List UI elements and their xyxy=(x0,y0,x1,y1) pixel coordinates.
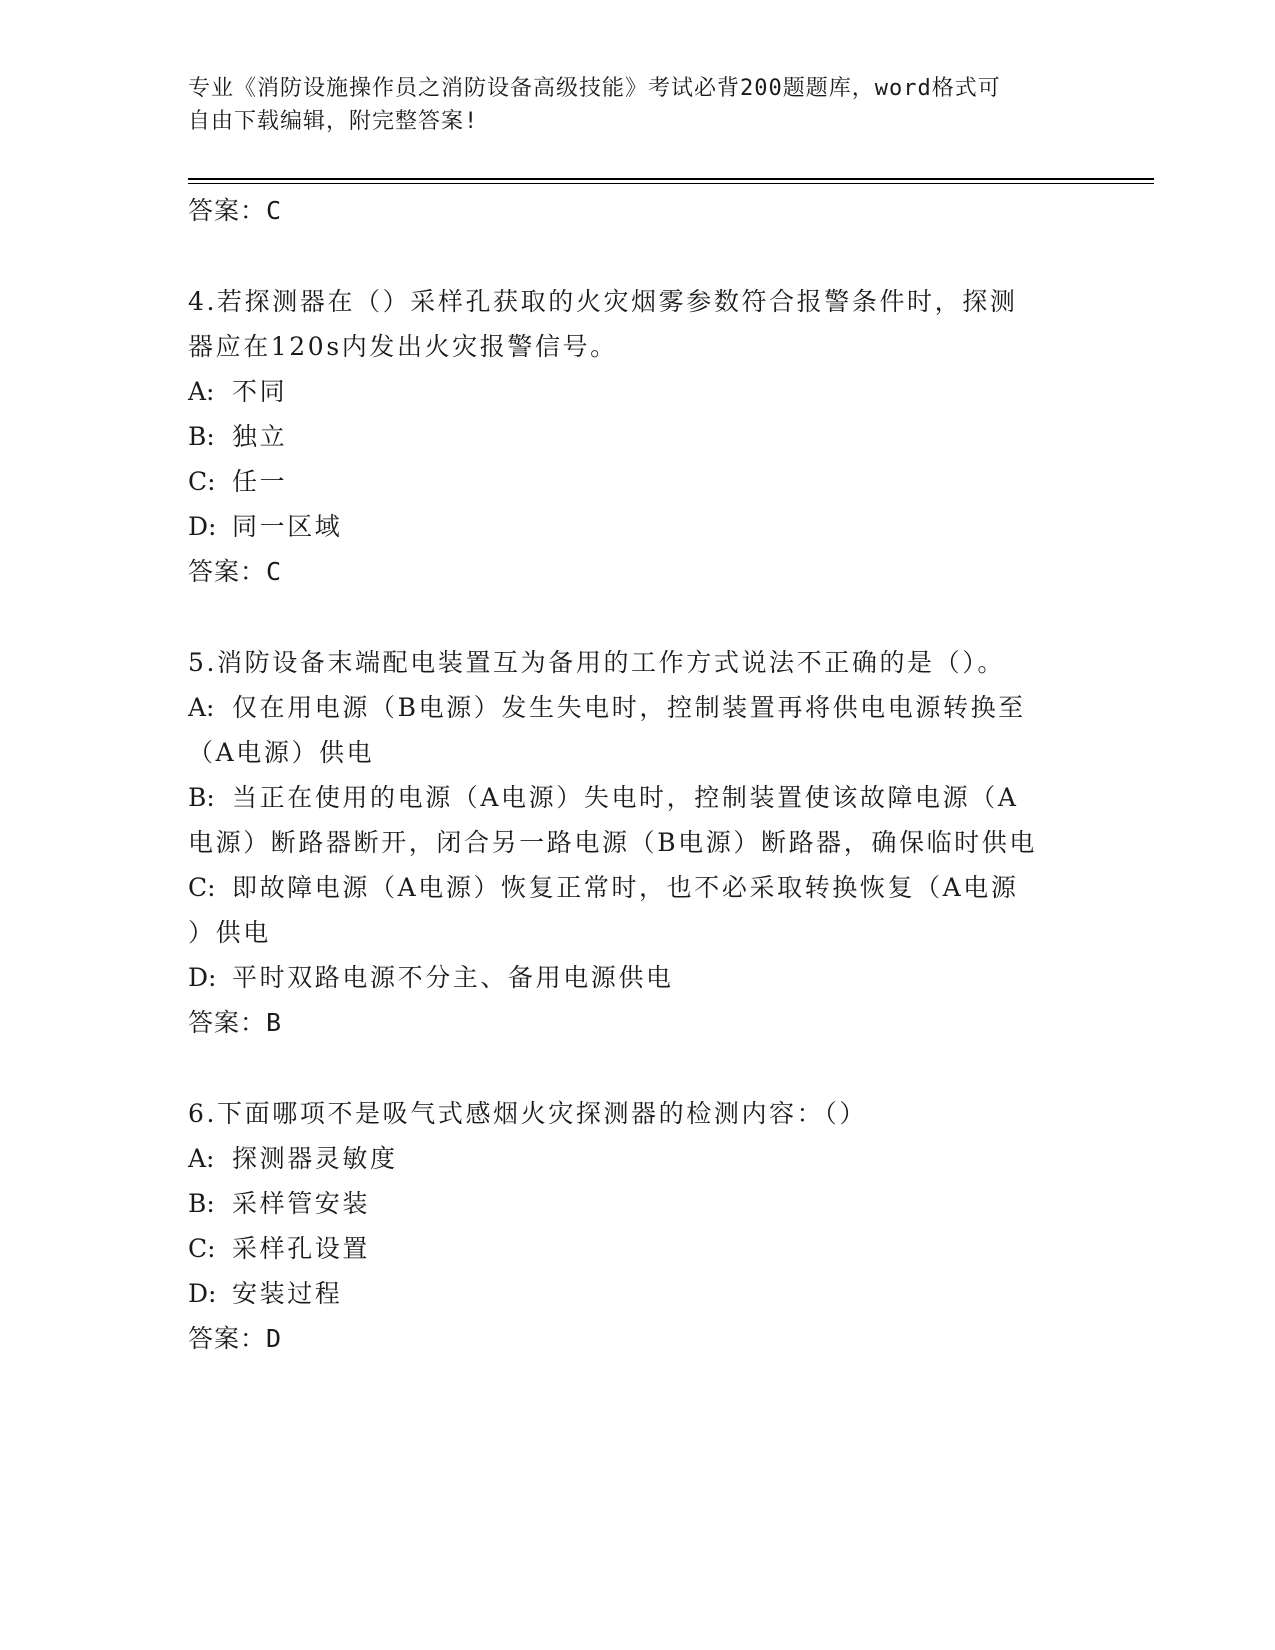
option-a xyxy=(188,369,1088,414)
question-6 xyxy=(188,1091,1088,1361)
option-text: 仅在用电源（B电源）发生失电时，控制装置再将供电电源转换至 xyxy=(232,693,1026,722)
answer-value: D xyxy=(266,1324,283,1353)
question-answer xyxy=(188,1000,1088,1045)
question-stem-line: 器应在120s内发出火灾报警信号。 xyxy=(188,332,618,361)
question-stem-line: 6.下面哪项不是吸气式感烟火灾探测器的检测内容：（） xyxy=(188,1099,867,1128)
option-c-continued: ）供电 xyxy=(188,918,271,947)
option-text: 采样管安装 xyxy=(232,1189,371,1218)
question-answer xyxy=(188,1316,1088,1361)
question-stem-line: 4.若探测器在（）采样孔获取的火灾烟雾参数符合报警条件时，探测 xyxy=(188,287,1018,316)
option-key: C: xyxy=(188,873,216,902)
option-key: A: xyxy=(188,377,215,406)
question-answer xyxy=(188,549,1088,594)
option-key: B: xyxy=(188,422,215,451)
question-stem-line: 5.消防设备末端配电装置互为备用的工作方式说法不正确的是（）。 xyxy=(188,648,1005,677)
option-c xyxy=(188,1226,1088,1271)
option-text: 同一区域 xyxy=(232,512,343,541)
option-d xyxy=(188,955,1088,1000)
option-text: 即故障电源（A电源）恢复正常时，也不必采取转换恢复（A电源 xyxy=(232,873,1019,902)
option-key: D: xyxy=(188,963,217,992)
option-a xyxy=(188,685,1088,730)
question-5 xyxy=(188,640,1088,1045)
option-d xyxy=(188,504,1088,549)
spacer xyxy=(188,1045,1088,1091)
option-key: D: xyxy=(188,1279,217,1308)
previous-answer xyxy=(188,188,1088,233)
spacer xyxy=(188,233,1088,279)
answer-label: 答案： xyxy=(188,1324,267,1353)
option-a-continued: （A电源）供电 xyxy=(188,738,375,767)
option-text: 安装过程 xyxy=(232,1279,343,1308)
option-text: 探测器灵敏度 xyxy=(232,1144,398,1173)
option-text: 任一 xyxy=(232,467,288,496)
option-text: 采样孔设置 xyxy=(232,1234,371,1263)
option-text: 平时双路电源不分主、备用电源供电 xyxy=(232,963,674,992)
option-d xyxy=(188,1271,1088,1316)
option-key: A: xyxy=(188,693,215,722)
option-b xyxy=(188,775,1088,820)
option-key: B: xyxy=(188,783,215,812)
document-header xyxy=(188,72,1068,138)
option-c xyxy=(188,865,1088,910)
header-line-1: 专业《消防设施操作员之消防设备高级技能》考试必背200题题库，word格式可 xyxy=(188,76,1001,101)
option-text: 当正在使用的电源（A电源）失电时，控制装置使该故障电源（A xyxy=(232,783,1019,812)
option-b xyxy=(188,414,1088,459)
option-key: C: xyxy=(188,1234,216,1263)
option-c xyxy=(188,459,1088,504)
question-list xyxy=(188,188,1088,1361)
option-a xyxy=(188,1136,1088,1181)
answer-value: C xyxy=(266,557,283,586)
answer-value: B xyxy=(266,1008,283,1037)
answer-label: 答案： xyxy=(188,557,267,586)
question-4 xyxy=(188,279,1088,594)
option-text: 独立 xyxy=(232,422,288,451)
option-key: C: xyxy=(188,467,216,496)
header-line-2: 自由下载编辑，附完整答案! xyxy=(188,109,479,134)
header-divider-thick xyxy=(188,178,1154,180)
option-key: A: xyxy=(188,1144,215,1173)
option-text: 不同 xyxy=(232,377,288,406)
answer-label: 答案： xyxy=(188,1008,267,1037)
answer-label: 答案： xyxy=(188,196,267,225)
option-b-continued: 电源）断路器断开，闭合另一路电源（B电源）断路器，确保临时供电 xyxy=(188,828,1037,857)
option-b xyxy=(188,1181,1088,1226)
spacer xyxy=(188,594,1088,640)
answer-value: C xyxy=(266,196,283,225)
header-divider-thin xyxy=(188,183,1154,184)
option-key: D: xyxy=(188,512,217,541)
option-key: B: xyxy=(188,1189,215,1218)
